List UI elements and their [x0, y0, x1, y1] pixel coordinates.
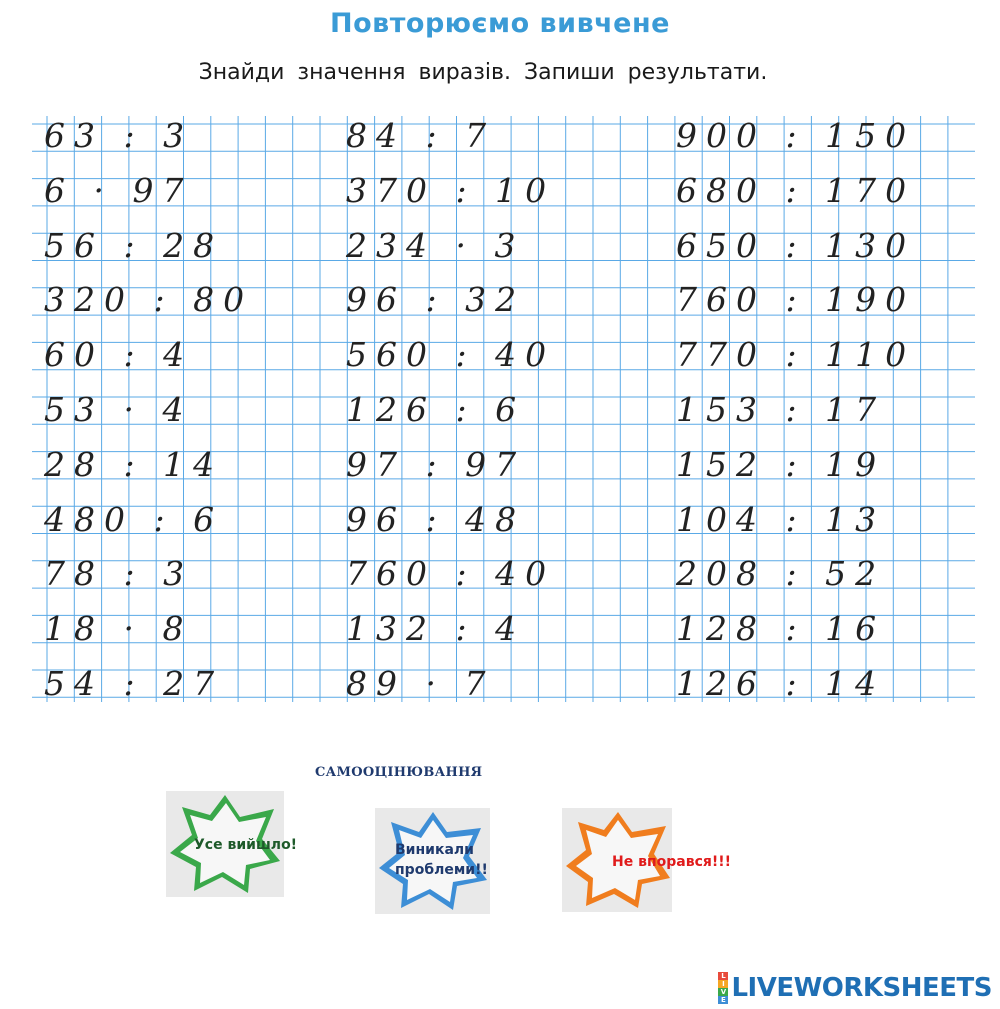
expression-row	[44, 437, 223, 492]
expression-text: 760 : 40	[346, 554, 556, 594]
expression-row	[346, 492, 525, 547]
instruction-text: Знайди значення виразів. Запиши результати.	[198, 60, 768, 85]
expression-text: 18 · 8	[44, 609, 193, 649]
logo-letter: I	[718, 980, 728, 988]
expression-row	[346, 601, 525, 656]
expression-text: 900 : 150	[676, 116, 916, 155]
expression-row	[44, 218, 223, 273]
expression-row	[44, 382, 192, 437]
expression-text: 6 · 97	[44, 170, 193, 210]
logo-letter: L	[718, 972, 728, 980]
expression-row	[346, 163, 555, 218]
expression-text: 208 : 52	[676, 554, 886, 594]
logo-letter: V	[718, 988, 728, 996]
expression-row	[676, 601, 885, 656]
liveworksheets-brand	[718, 972, 992, 1004]
expression-row	[346, 108, 495, 163]
expression-row	[44, 108, 193, 163]
expression-row	[44, 492, 223, 547]
expression-text: 760 : 190	[676, 280, 916, 320]
expression-row	[346, 327, 555, 382]
brand-name: LIVEWORKSHEETS	[731, 973, 992, 1003]
expression-text: 320 : 80	[44, 280, 254, 320]
expression-row	[346, 272, 525, 327]
expression-text: 78 : 3	[44, 554, 194, 594]
expression-text: 650 : 130	[676, 225, 916, 265]
expression-row	[346, 437, 525, 492]
badge-success[interactable]	[166, 791, 298, 897]
expression-row	[676, 492, 885, 547]
expression-text: 126 : 14	[676, 664, 886, 703]
expression-row	[44, 656, 223, 711]
badge-failed-label: Не впорався!!!	[612, 854, 732, 870]
expression-text: 53 · 4	[44, 390, 193, 429]
expression-row	[676, 108, 915, 163]
expression-text: 104 : 13	[676, 499, 886, 539]
expression-row	[44, 163, 192, 218]
expression-text: 97 : 97	[346, 444, 526, 484]
badge-success-label: Усе вийшло!	[194, 837, 298, 853]
expression-row	[44, 272, 253, 327]
expression-text: 84 : 7	[346, 116, 496, 155]
logo-letter: E	[718, 996, 728, 1004]
expression-text: 126 : 6	[346, 390, 526, 429]
expression-text: 560 : 40	[346, 335, 556, 375]
expression-text: 680 : 170	[676, 170, 916, 210]
badge-problems-text: Виникали проблеми!!	[395, 842, 488, 879]
expression-row	[676, 163, 915, 218]
expression-row	[676, 546, 885, 601]
expression-row	[676, 327, 915, 382]
expression-row	[676, 656, 885, 711]
expression-row	[346, 382, 525, 437]
badge-failed[interactable]	[562, 808, 732, 912]
expression-text: 28 : 14	[44, 444, 224, 484]
page-title: Повторюємо вивчене	[330, 8, 670, 39]
expression-text: 96 : 32	[346, 280, 526, 320]
self-assessment-title: САМООЦІНЮВАННЯ	[315, 765, 483, 780]
expression-text: 54 : 27	[44, 664, 224, 703]
badge-problems-label	[395, 840, 525, 881]
expression-row	[676, 382, 885, 437]
expression-row	[676, 272, 915, 327]
expression-text: 56 : 28	[44, 225, 224, 265]
expression-row	[676, 437, 885, 492]
expression-text: 128 : 16	[676, 609, 886, 649]
expression-text: 370 : 10	[346, 170, 556, 210]
expression-row	[44, 327, 193, 382]
expression-text: 63 : 3	[44, 116, 194, 155]
expression-row	[346, 546, 555, 601]
badge-problems[interactable]	[375, 808, 490, 914]
expression-text: 480 : 6	[44, 499, 224, 539]
liveworksheets-logo-icon	[718, 972, 728, 1004]
expression-row	[44, 546, 193, 601]
expression-text: 89 · 7	[346, 664, 495, 703]
expression-text: 96 : 48	[346, 499, 526, 539]
expression-text: 234 · 3	[346, 225, 525, 265]
expression-row	[676, 218, 915, 273]
expression-text: 770 : 110	[676, 335, 916, 375]
expression-row	[346, 656, 494, 711]
expression-text: 152 : 19	[676, 444, 886, 484]
expression-text: 153 : 17	[676, 390, 886, 429]
expression-row	[346, 218, 524, 273]
expression-text: 60 : 4	[44, 335, 194, 375]
expression-row	[44, 601, 192, 656]
expression-text: 132 : 4	[346, 609, 526, 649]
